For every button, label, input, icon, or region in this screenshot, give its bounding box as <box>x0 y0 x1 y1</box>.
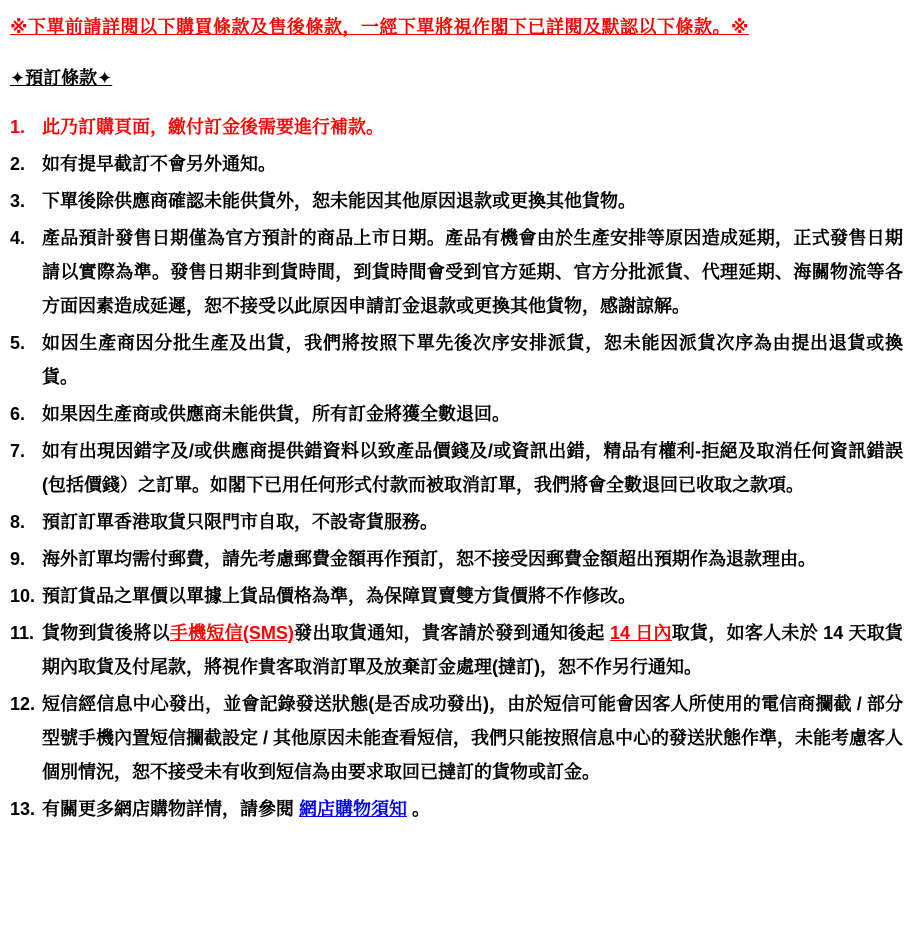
term-text <box>42 687 903 789</box>
term-item <box>10 505 903 539</box>
terms-list <box>10 110 903 826</box>
term-text <box>42 110 903 144</box>
term-text <box>42 326 903 394</box>
term-item <box>10 397 903 431</box>
term-number: 3. <box>10 191 26 211</box>
term-text-segment: 如有提早截訂不會另外通知。 <box>42 154 276 174</box>
term-text-segment: 如因生產商因分批生產及出貨，我們將按照下單先後次序安排派貨，恕未能因派貨次序為由提出退貨或換貨。 <box>42 333 903 387</box>
term-text-segment: 發出取貨通知，貴客請於發到通知後起 <box>293 623 610 643</box>
term-text-segment: 預訂訂單香港取貨只限門市自取，不設寄貨服務。 <box>42 512 438 532</box>
term-item <box>10 184 903 218</box>
term-item <box>10 110 903 144</box>
shop-notice-link[interactable]: 網店購物須知 <box>299 799 407 819</box>
term-number: 5. <box>10 333 26 353</box>
term-text <box>42 579 903 613</box>
term-number: 11. <box>10 623 35 643</box>
term-number: 6. <box>10 404 26 424</box>
term-text-segment: 。 <box>407 799 431 819</box>
term-item <box>10 434 903 502</box>
term-item <box>10 687 903 789</box>
term-item <box>10 221 903 323</box>
term-text-segment: 海外訂單均需付郵費，請先考慮郵費金額再作預訂，恕不接受因郵費金額超出預期作為退款理由。 <box>42 549 816 569</box>
term-text-segment: 貨物到貨後將以 <box>42 623 170 643</box>
term-text <box>42 505 903 539</box>
term-text <box>42 792 903 826</box>
term-item <box>10 326 903 394</box>
term-text-segment: 短信經信息中心發出，並會記錄發送狀態(是否成功發出)，由於短信可能會因客人所使用的電信商攔截 / 部分型號手機內置短信攔截設定 / 其他原因未能查看短信，我們只能按照信息中心的發送狀態作準，未能考慮客人個別情況，恕不接受未有收到短信為由要求取回已撻訂的貨物或訂金。 <box>42 694 903 782</box>
term-highlight-red: 此乃訂購頁面，繳付訂金後需要進行補款。 <box>42 117 384 137</box>
term-item <box>10 579 903 613</box>
term-number: 4. <box>10 228 26 248</box>
term-item <box>10 616 903 684</box>
term-number: 12. <box>10 694 36 714</box>
term-text-segment: 取貨，如客人未於 14 天取貨期內取貨及付尾款，將視作貴客取消訂單及放棄訂金處理(撻訂)，恕不作另行通知。 <box>42 623 904 677</box>
term-item <box>10 147 903 181</box>
term-text <box>42 434 903 502</box>
term-item <box>10 792 903 826</box>
term-text <box>42 542 903 576</box>
purchase-terms-warning: ※下單前請詳閱以下購買條款及售後條款，一經下單將視作閣下已詳閱及默認以下條款。※ <box>10 17 749 37</box>
term-text-segment: 預訂貨品之單價以單據上貨品價格為準，為保障買賣雙方貨價將不作修改。 <box>42 586 636 606</box>
term-number: 2. <box>10 154 26 174</box>
term-highlight-red-underline: 14 日內 <box>609 623 672 643</box>
term-number: 13. <box>10 799 36 819</box>
term-text <box>42 221 903 323</box>
term-text-segment: 如果因生產商或供應商未能供貨，所有訂金將獲全數退回。 <box>42 404 510 424</box>
term-number: 1. <box>10 117 26 137</box>
term-text-segment: 有關更多網店購物詳情，請參閱 <box>42 799 299 819</box>
term-number: 9. <box>10 549 26 569</box>
term-number: 10. <box>10 586 36 606</box>
term-text-segment: 產品預計發售日期僅為官方預計的商品上市日期。產品有機會由於生產安排等原因造成延期，正式發售日期請以實際為準。發售日期非到貨時間，到貨時間會受到官方延期、官方分批派貨、代理延期、海關物流等各方面因素造成延遲，恕不接受以此原因申請訂金退款或更換其他貨物，感謝諒解。 <box>42 228 903 316</box>
term-text <box>42 616 903 684</box>
term-text <box>42 397 903 431</box>
term-item <box>10 542 903 576</box>
term-text <box>42 147 903 181</box>
term-text-segment: 如有出現因錯字及/或供應商提供錯資料以致產品價錢及/或資訊出錯，精品有權利-拒絕及取消任何資訊錯誤(包括價錢）之訂單。如閣下已用任何形式付款而被取消訂單，我們將會全數退回已收取之款項。 <box>42 441 903 495</box>
term-text-segment: 下單後除供應商確認未能供貨外，恕未能因其他原因退款或更換其他貨物。 <box>42 191 636 211</box>
preorder-terms-title: ✦預訂條款✦ <box>10 68 113 88</box>
term-text <box>42 184 903 218</box>
term-number: 7. <box>10 441 26 461</box>
term-highlight-red-underline: 手機短信(SMS) <box>169 623 294 643</box>
term-number: 8. <box>10 512 26 532</box>
